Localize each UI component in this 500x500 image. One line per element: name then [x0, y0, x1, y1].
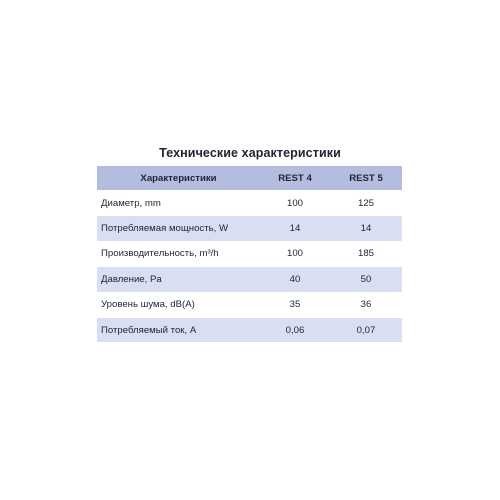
row-label: Потребляемая мощность, W	[97, 216, 260, 241]
table-row	[97, 292, 402, 317]
table-row	[97, 216, 402, 241]
rest5-value: 36	[330, 292, 402, 317]
column-header-rest5: REST 5	[330, 166, 402, 191]
column-header-characteristics: Характеристики	[97, 166, 260, 191]
rest5-value: 0,07	[330, 317, 402, 342]
page-title: Технические характеристики	[159, 146, 341, 160]
row-label: Уровень шума, dB(A)	[97, 292, 260, 317]
rest4-value: 14	[260, 216, 330, 241]
table-row	[97, 191, 402, 216]
rest5-value: 125	[330, 191, 402, 216]
rest4-value: 100	[260, 191, 330, 216]
row-label: Производительность, m³/h	[97, 241, 260, 266]
row-label: Диаметр, mm	[97, 191, 260, 216]
rest4-value: 0,06	[260, 317, 330, 342]
rest4-value: 40	[260, 267, 330, 292]
table-row	[97, 241, 402, 266]
rest4-value: 35	[260, 292, 330, 317]
table-row	[97, 317, 402, 342]
table-row	[97, 267, 402, 292]
column-header-rest4: REST 4	[260, 166, 330, 191]
table-header-row	[97, 166, 402, 191]
rest5-value: 14	[330, 216, 402, 241]
rest5-value: 50	[330, 267, 402, 292]
row-label: Давление, Pa	[97, 267, 260, 292]
rest4-value: 100	[260, 241, 330, 266]
row-label: Потребляемый ток, A	[97, 317, 260, 342]
specifications-table	[97, 166, 402, 342]
rest5-value: 185	[330, 241, 402, 266]
